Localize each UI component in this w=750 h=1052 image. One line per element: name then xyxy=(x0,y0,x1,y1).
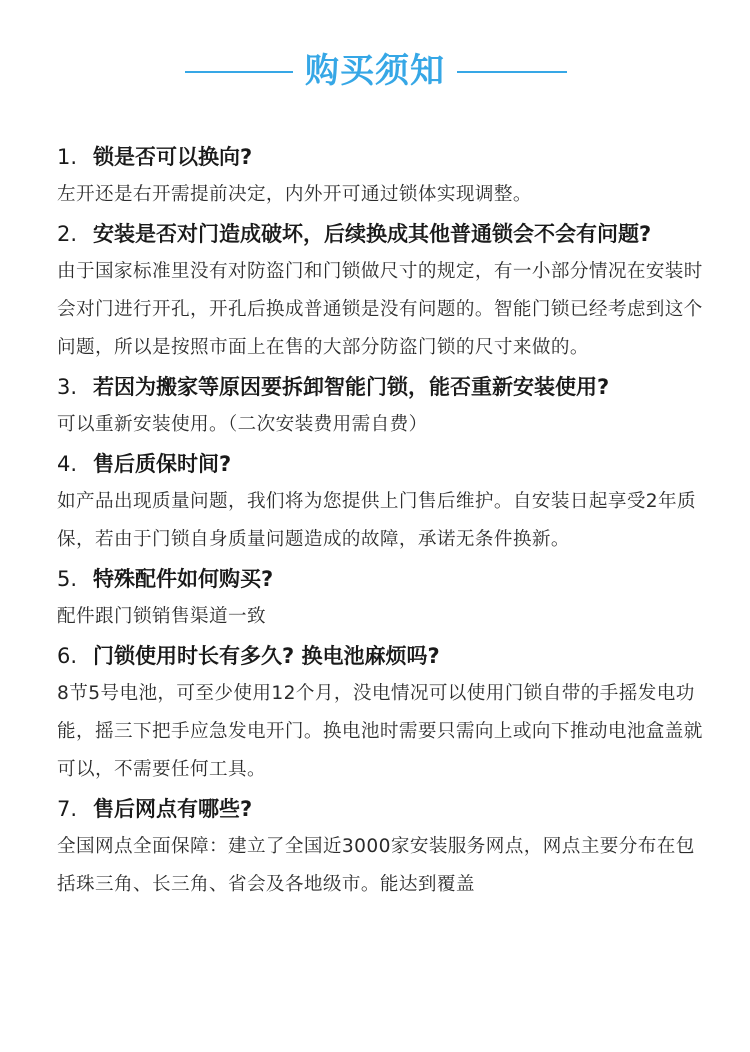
faq-number: 7. xyxy=(57,797,78,821)
faq-question xyxy=(57,369,707,406)
faq-question-text: 锁是否可以换向? xyxy=(93,145,253,169)
faq-question-text: 安装是否对门造成破坏，后续换成其他普通锁会不会有问题? xyxy=(93,222,652,246)
faq-answer: 8节5号电池，可至少使用12个月，没电情况可以使用门锁自带的手摇发电功能，摇三下把手应急发电开门。换电池时需要只需向上或向下推动电池盒盖就可以，不需要任何工具。 xyxy=(57,683,703,780)
faq-question-text: 售后质保时间? xyxy=(93,452,232,476)
faq-item xyxy=(57,139,707,214)
faq-item xyxy=(57,446,707,559)
faq-answer: 左开还是右开需提前决定，内外开可通过锁体实现调整。 xyxy=(57,184,532,205)
faq-question xyxy=(57,638,707,675)
faq-question-text: 特殊配件如何购买? xyxy=(93,567,274,591)
faq-answer: 可以重新安装使用。（二次安装费用需自费） xyxy=(57,414,428,435)
faq-item xyxy=(57,791,707,904)
header-divider-left xyxy=(185,71,293,73)
faq-question xyxy=(57,139,707,176)
faq-question-text: 门锁使用时长有多久? 换电池麻烦吗? xyxy=(93,644,440,668)
faq-question-text: 若因为搬家等原因要拆卸智能门锁，能否重新安装使用? xyxy=(93,375,610,399)
faq-question xyxy=(57,791,707,828)
faq-question-text: 售后网点有哪些? xyxy=(93,797,253,821)
faq-question xyxy=(57,216,707,253)
faq-item xyxy=(57,638,707,789)
page-header xyxy=(0,44,750,98)
faq-answer: 由于国家标准里没有对防盗门和门锁做尺寸的规定，有一小部分情况在安装时会对门进行开孔，开孔后换成普通锁是没有问题的。智能门锁已经考虑到这个问题，所以是按照市面上在售的大部分防盗门锁的尺寸来做的。 xyxy=(57,261,703,358)
faq-answer: 如产品出现质量问题，我们将为您提供上门售后维护。自安装日起享受2年质保，若由于门锁自身质量问题造成的故障，承诺无条件换新。 xyxy=(57,491,697,550)
page-title: 购买须知 xyxy=(305,51,445,91)
faq-number: 4. xyxy=(57,452,78,476)
faq-question xyxy=(57,561,707,598)
faq-number: 5. xyxy=(57,567,78,591)
faq-number: 1. xyxy=(57,145,78,169)
faq-number: 6. xyxy=(57,644,78,668)
faq-answer: 全国网点全面保障：建立了全国近3000家安装服务网点，网点主要分布在包括珠三角、长三角、省会及各地级市。能达到覆盖 xyxy=(57,836,695,895)
faq-number: 3. xyxy=(57,375,78,399)
faq-item xyxy=(57,369,707,444)
faq-answer: 配件跟门锁销售渠道一致 xyxy=(57,606,266,627)
faq-number: 2. xyxy=(57,222,78,246)
faq-list xyxy=(57,139,707,906)
header-divider-right xyxy=(457,71,567,73)
faq-item xyxy=(57,561,707,636)
faq-question xyxy=(57,446,707,483)
faq-item xyxy=(57,216,707,367)
